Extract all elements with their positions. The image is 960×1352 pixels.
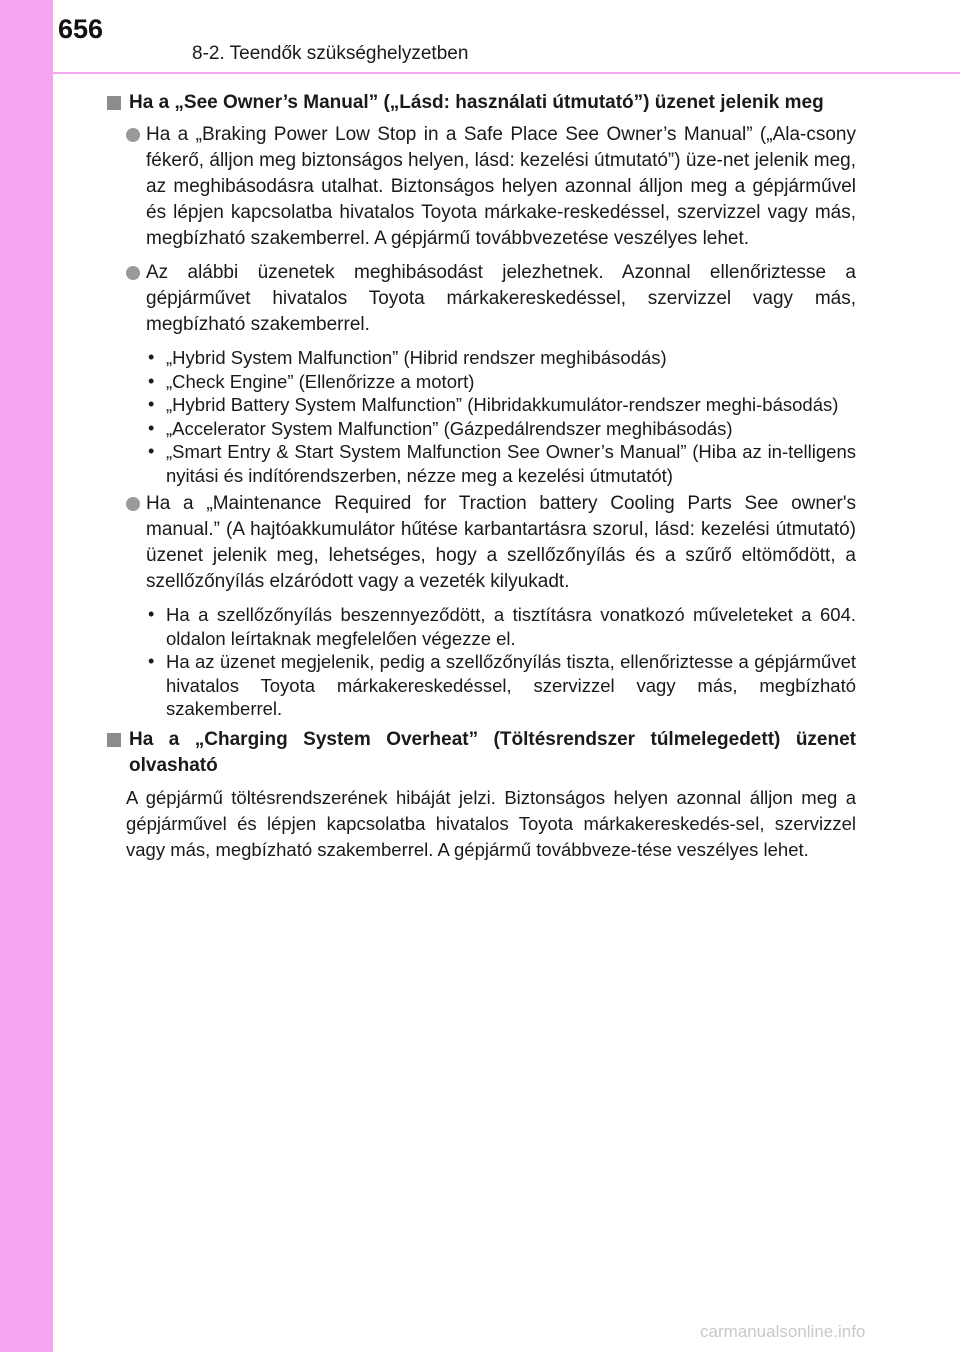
page-content [106,90,856,863]
section-title: 8-2. Teendők szükséghelyzetben [192,43,469,64]
round-bullet-icon [126,497,140,511]
sub-list-item [106,393,856,417]
message-list [106,346,856,487]
dot-bullet-icon: • [148,651,155,671]
bullet-text: Az alábbi üzenetek meghibásodást jelezhetnek. Azonnal ellenőriztesse a gépjárművet hivatalos Toyota márkakereskedéssel, szervizzel vagy más, megbízható szakemberrel. [146,262,856,335]
dot-bullet-icon: • [148,441,155,461]
sub-list-item [106,346,856,370]
dot-bullet-icon: • [148,417,155,438]
dot-bullet-icon: • [148,347,155,367]
sub-list-item [106,650,856,721]
sub-item-text: „Check Engine” (Ellenőrizze a motort) [166,370,475,392]
sub-list-item [106,417,856,441]
sub-item-text: Ha a szellőzőnyílás beszennyeződött, a tisztításra vonatkozó műveleteket a 604. oldalon leírtaknak megfelelően végezze el. [166,604,856,649]
sub-item-text: „Hybrid System Malfunction” (Hibrid rendszer meghibásodás) [166,347,667,368]
side-color-strip [0,0,53,1352]
sub-list-item [106,603,856,650]
list-item [106,122,856,252]
dot-bullet-icon: • [148,370,155,391]
sub-item-text: „Hybrid Battery System Malfunction” (Hibridakkumulátor-rendszer meghi-básodás) [166,394,839,415]
page-number: 656 [58,14,104,44]
bullet-text: Ha a „Braking Power Low Stop in a Safe Place See Owner’s Manual” („Ala-csony fékerő, álljon meg biztonságos helyen, lásd: kezelési útmutató”) üze-net jelenik meg, az meghibásodásra utalhat. Biztonságos helyen azonnal álljon meg a gépjárművel és lépjen kapcsolatba hivatalos Toyota márkake-reskedéssel, szervizzel vagy más, megbízható szakemberrel. A gépjármű továbbvezetése veszélyes lehet. [146,124,856,249]
sub-item-text: „Smart Entry & Start System Malfunction See Owner’s Manual” (Hiba az in-telligens nyitási és indítórendszerben, nézze meg a kezelési útmutatót) [166,441,856,486]
cleaning-list [106,603,856,721]
round-bullet-icon [126,266,140,280]
dot-bullet-icon: • [148,394,155,414]
sub-item-text: Ha az üzenet megjelenik, pedig a szellőzőnyílás tiszta, ellenőriztesse a gépjárművet hivatalos Toyota márkakereskedéssel, szervizzel vagy más, megbízható szakemberrel. [166,651,856,719]
square-bullet-icon [107,733,121,747]
heading-text: Ha a „See Owner’s Manual” („Lásd: használati útmutató”) üzenet jelenik meg [129,92,824,113]
sub-list-item [106,370,856,394]
paragraph: A gépjármű töltésrendszerének hibáját jelzi. Biztonságos helyen azonnal álljon meg a gépjárművel és lépjen kapcsolatba hivatalos Toyota márkakereskedés-sel, szervizzel vagy más, megbízható szakemberrel. A gépjármű továbbveze-tése veszélyes lehet. [126,786,856,860]
square-bullet-icon [107,96,121,110]
watermark: carmanualsonline.info [700,1322,866,1341]
section-heading-owners-manual [106,90,856,116]
sub-item-text: „Accelerator System Malfunction” (Gázpedálrendszer meghibásodás) [166,417,733,439]
sub-list-item [106,440,856,487]
heading-text: Ha a „Charging System Overheat” (Töltésrendszer túlmelegedett) üzenet olvasható [129,728,856,776]
bullet-text: Ha a „Maintenance Required for Traction battery Cooling Parts See owner's manual.” (A hajtóakkumulátor hűtése karbantartásra szorul, lásd: kezelési útmutató) üzenet jelenik meg, lehetséges, hogy a szellőzőnyílás és a szűrő eltömődött, a szellőzőnyílás elzáródott vagy a vezeték kilyukadt. [146,493,856,592]
list-item [106,260,856,338]
header-rule [53,72,960,74]
dot-bullet-icon: • [148,604,155,624]
round-bullet-icon [126,128,140,142]
list-item [106,491,856,595]
section-heading-charging-overheat [106,727,856,779]
